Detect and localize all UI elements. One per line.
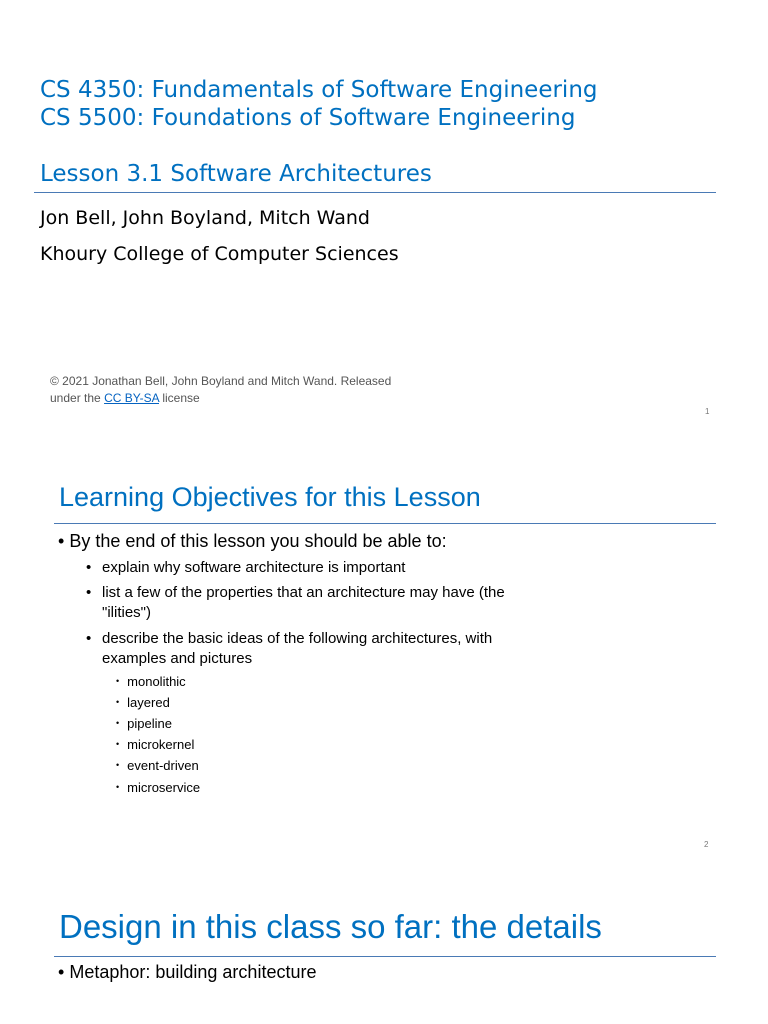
bullet-glyph: • xyxy=(58,531,65,551)
copyright-pre: under the xyxy=(50,391,101,405)
bullet-glyph: • xyxy=(86,559,92,576)
page-number-1: 1 xyxy=(705,407,710,416)
bullet-glyph: • xyxy=(116,739,120,749)
architecture-label: monolithic xyxy=(127,674,186,689)
bullet-glyph: • xyxy=(86,584,92,601)
architecture-label: microservice xyxy=(127,780,201,795)
bullet-glyph: • xyxy=(116,676,120,686)
bullet-glyph: • xyxy=(116,718,120,728)
authors: Jon Bell, John Boyland, Mitch Wand xyxy=(40,207,370,229)
bullet-glyph: • xyxy=(116,782,120,792)
lesson-title: Lesson 3.1 Software Architectures xyxy=(40,161,432,187)
architecture-item xyxy=(116,716,172,731)
bullet-glyph: • xyxy=(86,630,92,647)
course-titles xyxy=(40,76,598,132)
architecture-item xyxy=(116,780,200,795)
metaphor-text: Metaphor: building architecture xyxy=(69,962,317,982)
objective-item xyxy=(86,558,526,578)
objective-text: list a few of the properties that an architecture may have (the "ilities") xyxy=(102,584,505,621)
title-divider xyxy=(54,956,716,957)
slide-3 xyxy=(0,860,768,1024)
slide-1 xyxy=(0,0,768,430)
architecture-label: pipeline xyxy=(127,716,172,731)
copyright-line-1: © 2021 Jonathan Bell, John Boyland and Mitch Wand. Released xyxy=(50,374,392,388)
architecture-item xyxy=(116,737,194,752)
objective-item xyxy=(86,583,526,623)
title-divider xyxy=(34,192,716,193)
college: Khoury College of Computer Sciences xyxy=(40,243,399,265)
title-divider xyxy=(54,523,716,524)
architecture-item xyxy=(116,695,170,710)
bullet-glyph: • xyxy=(58,962,65,982)
bullet-glyph: • xyxy=(116,760,120,770)
course-title-5500: CS 5500: Foundations of Software Engineering xyxy=(40,105,576,131)
metaphor-bullet xyxy=(58,962,316,983)
architecture-item xyxy=(116,758,199,773)
architecture-label: event-driven xyxy=(127,758,199,773)
copyright-notice xyxy=(50,373,391,407)
bullet-glyph: • xyxy=(116,697,120,707)
copyright-post: license xyxy=(162,391,200,405)
license-link[interactable]: CC BY-SA xyxy=(104,391,159,405)
copyright-line-2 xyxy=(50,390,391,407)
architecture-label: layered xyxy=(127,695,170,710)
architecture-item xyxy=(116,674,186,689)
objective-text: explain why software architecture is important xyxy=(102,559,406,576)
page-number-2: 2 xyxy=(704,840,709,849)
intro-bullet xyxy=(58,531,447,552)
course-title-4350: CS 4350: Fundamentals of Software Engineering xyxy=(40,77,598,103)
slide-title: Design in this class so far: the details xyxy=(59,908,602,945)
slide-title: Learning Objectives for this Lesson xyxy=(59,482,481,512)
objective-text: describe the basic ideas of the following architectures, with examples and pictures xyxy=(102,630,493,667)
architecture-label: microkernel xyxy=(127,737,195,752)
objective-item xyxy=(86,629,526,669)
slide-2 xyxy=(0,430,768,860)
intro-text: By the end of this lesson you should be able to: xyxy=(69,531,447,551)
